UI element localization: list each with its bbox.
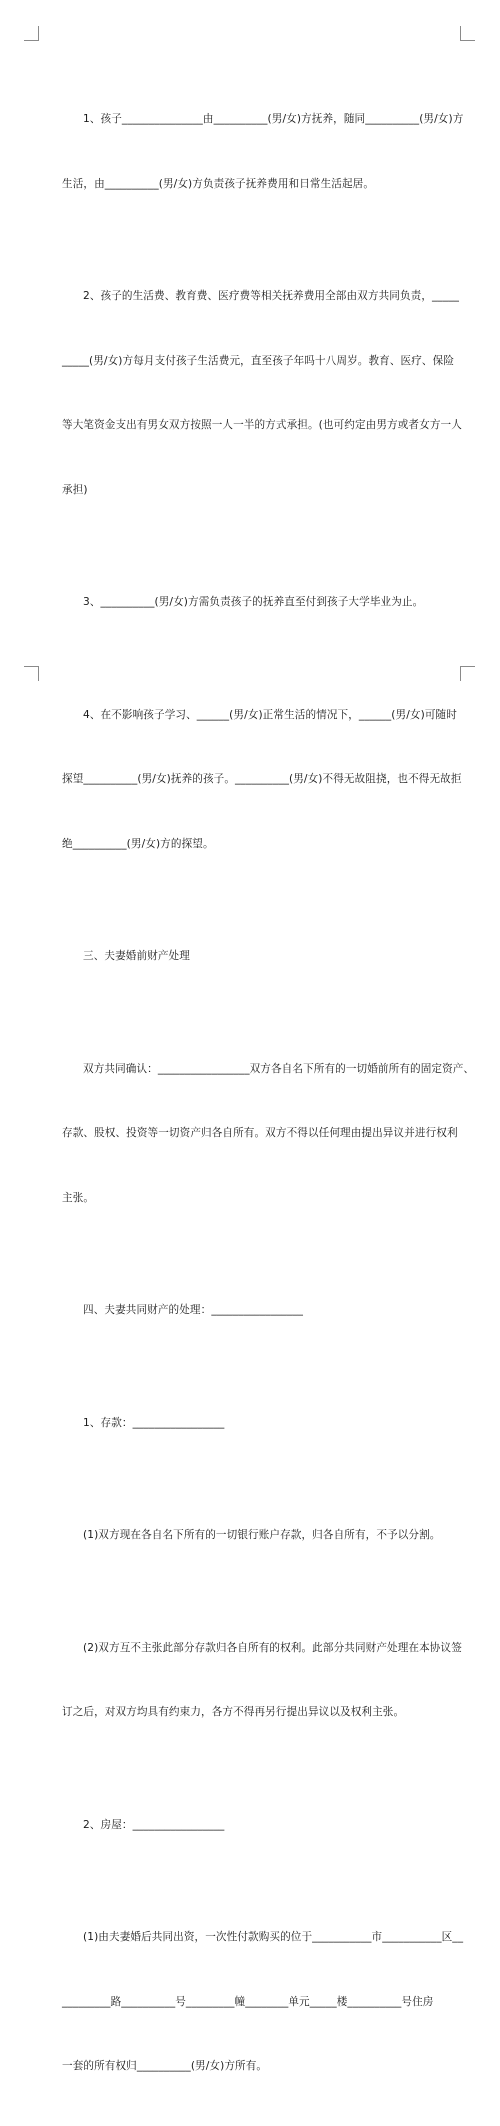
text-line: 主张。 bbox=[62, 1191, 95, 1204]
paragraph-premarital-confirmation bbox=[62, 1016, 475, 1253]
crop-mark-bottom-left bbox=[24, 666, 39, 681]
text-line: 承担) bbox=[62, 483, 88, 496]
crop-mark-top-right bbox=[460, 26, 475, 41]
text-line: 三、夫妻婚前财产处理 bbox=[83, 950, 190, 962]
paragraph-support-duration bbox=[62, 549, 442, 657]
text-line: 订之后，对双方均具有约束力，各方不得再另行提出异议以及权利主张。 bbox=[62, 1706, 405, 1718]
paragraph-deposits-2 bbox=[62, 1595, 462, 1767]
crop-mark-top-left bbox=[24, 26, 39, 41]
paragraph-deposits-1 bbox=[62, 1482, 442, 1590]
crop-mark-bottom-right bbox=[460, 666, 475, 681]
text-line: 一套的所有权归__________(男/女)方所有。 bbox=[62, 2060, 268, 2072]
subheading-deposits bbox=[62, 1370, 442, 1478]
paragraph-visitation bbox=[62, 662, 462, 899]
text-line: 2、孩子的生活费、教育费、医疗费等相关抚养费用全部由双方共同负责，_____ bbox=[83, 290, 460, 302]
text-line: 4、在不影响孩子学习、______(男/女)正常生活的情况下，______(男/女)可随时 bbox=[83, 708, 457, 721]
text-line: _____(男/女)方每月支付孩子生活费元，直至孩子年吗十八周岁。教育、医疗、保险 bbox=[62, 354, 455, 367]
text-line: 等大笔资金支出有男女双方按照一人一半的方式承担。(也可约定由男方或者女方一人 bbox=[62, 419, 462, 431]
text-line: 1、存款：_________________ bbox=[83, 1416, 225, 1429]
text-line: 存款、股权、投资等一切资产归各自所有。双方不得以任何理由提出异议并进行权利 bbox=[62, 1127, 458, 1139]
text-line: 双方共同确认：_________________双方各自名下所有的一切婚前所有的固定资产、 bbox=[83, 1062, 475, 1075]
text-line: 探望__________(男/女)抚养的孩子。__________(男/女)不得无故阻挠，也不得无故拒 bbox=[62, 773, 462, 785]
text-line: 3、__________(男/女)方需负责孩子的抚养直至付到孩子大学毕业为止。 bbox=[83, 596, 424, 608]
paragraph-child-support bbox=[62, 243, 462, 544]
text-line: 2、房屋：_________________ bbox=[83, 1818, 225, 1831]
paragraph-custody bbox=[62, 66, 464, 238]
document-body bbox=[62, 66, 475, 2126]
subheading-housing bbox=[62, 1772, 442, 1880]
text-line: (2)双方互不主张此部分存款归各自所有的权利。此部分共同财产处理在本协议签 bbox=[83, 1641, 462, 1654]
text-line: 绝__________(男/女)方的探望。 bbox=[62, 837, 214, 850]
section-heading-joint-property bbox=[62, 1257, 442, 1365]
text-line: _________路__________号_________幢________单元_____楼__________号住房 bbox=[62, 1995, 434, 2008]
text-line: 四、夫妻共同财产的处理：_________________ bbox=[83, 1304, 304, 1316]
section-heading-premarital-property bbox=[62, 903, 442, 1011]
text-line: 1、孩子_______________由__________(男/女)方抚养，随同__________(男/女)方 bbox=[83, 113, 464, 125]
text-line: 生活，由__________(男/女)方负责孩子抚养费用和日常生活起居。 bbox=[62, 177, 375, 190]
paragraph-housing-1 bbox=[62, 1884, 464, 2121]
text-line: (1)双方现在各自名下所有的一切银行账户存款，归各自所有，不予以分割。 bbox=[83, 1529, 441, 1541]
text-line: (1)由夫妻婚后共同出资，一次性付款购买的位于___________市___________区__ bbox=[83, 1931, 464, 1943]
